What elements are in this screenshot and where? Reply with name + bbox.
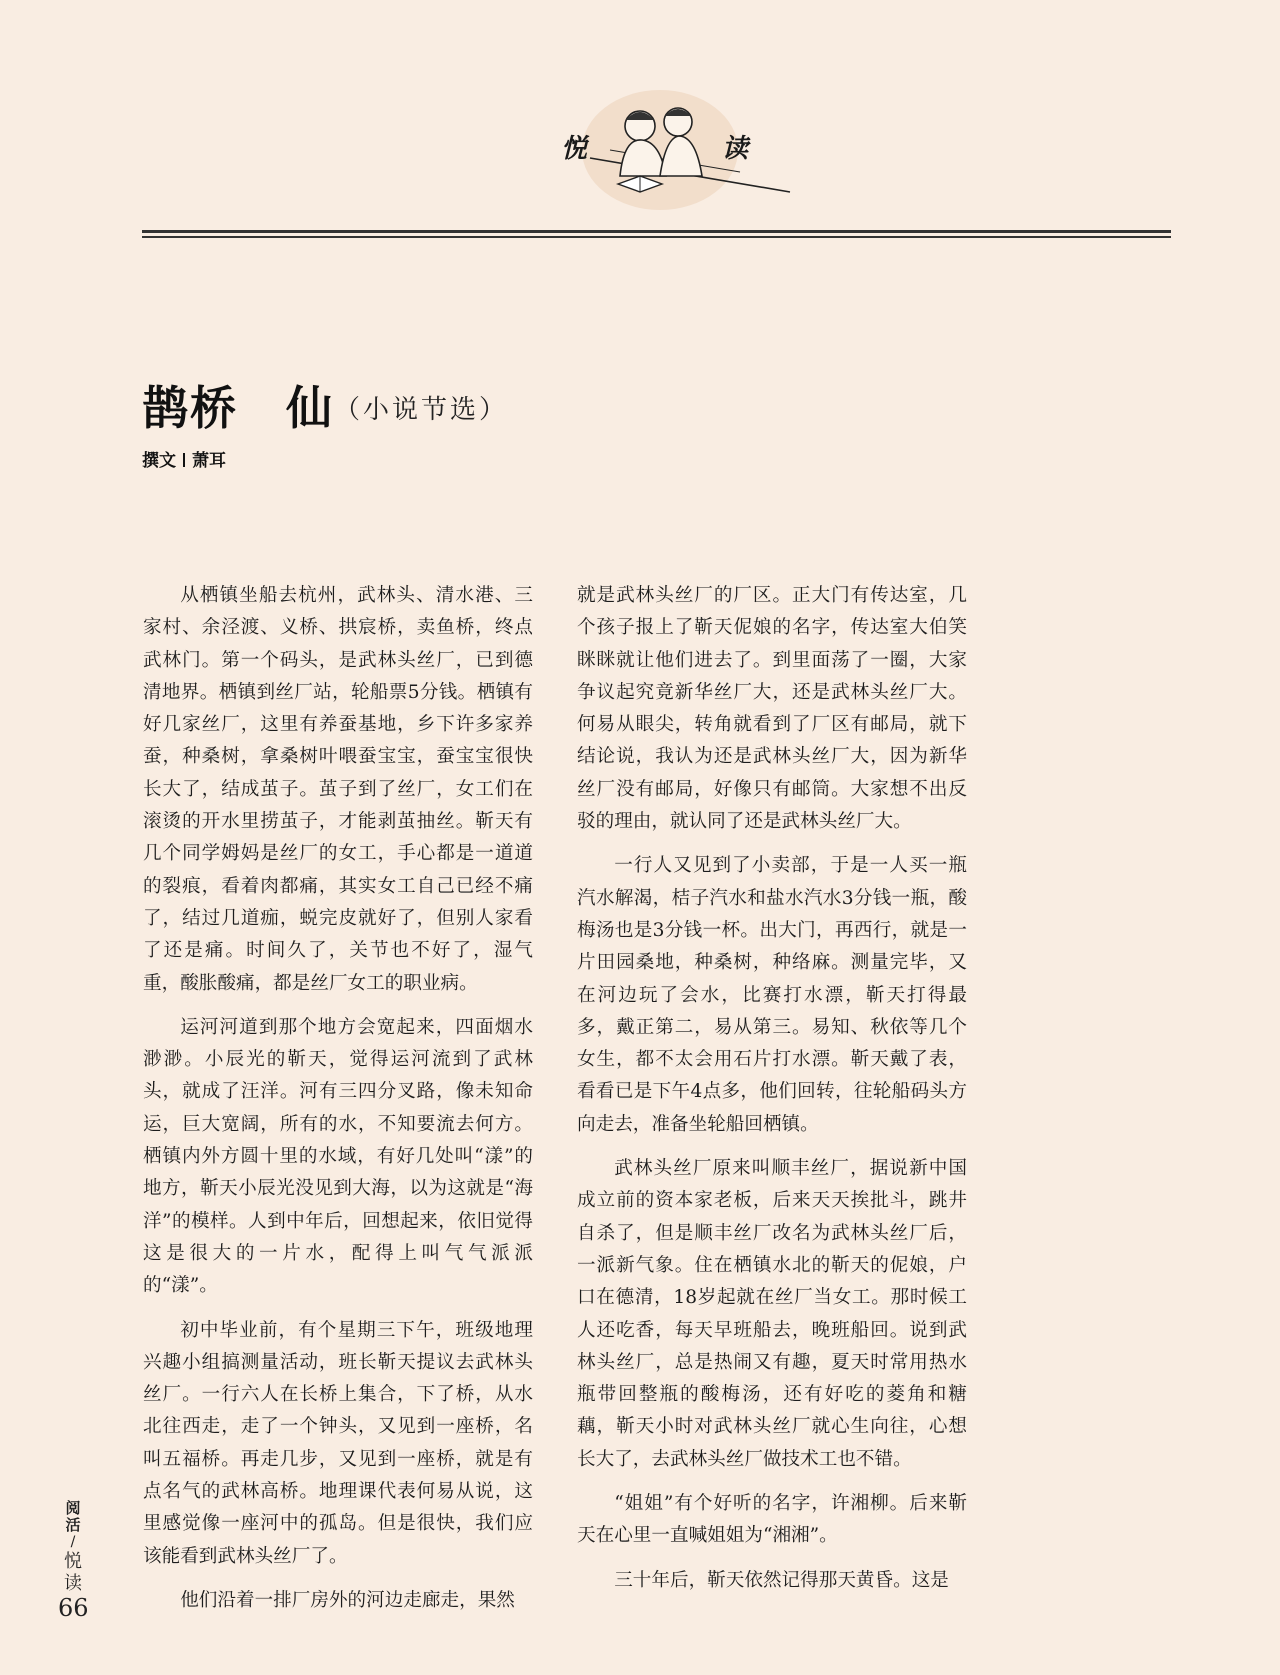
- article-subtitle: （小说节选）: [334, 395, 509, 425]
- header-rule-thin: [142, 236, 1171, 238]
- paragraph: 一行人又见到了小卖部，于是一人买一瓶汽水解渴，桔子汽水和盐水汽水3分钱一瓶，酸梅汤也是3分钱一杯。出大门，再西行，就是一片田园桑地，种桑树，种络麻。测量完毕，又在河边玩了会水，比赛打水漂，靳天打得最多，戴正第二，易从第三。易知、秋依等几个女生，都不太会用石片打水漂。靳天戴了表，看看已是下午4点多，他们回转，往轮船码头方向走去，准备坐轮船回栖镇。: [577, 855, 967, 1135]
- page-number: 66: [58, 1594, 89, 1622]
- masthead-right-char: 读: [722, 134, 749, 164]
- article-title: 鹊桥 仙: [142, 381, 334, 435]
- reading-children-illustration: [0, 0, 1280, 240]
- section-label-bottom-1: 悦: [64, 1551, 82, 1572]
- paragraph-continued: 就是武林头丝厂的厂区。正大门有传达室，几个孩子报上了靳天伲娘的名字，传达室大伯笑眯眯就让他们进去了。到里面荡了一圈，大家争议起究竟新华丝厂大，还是武林头丝厂大。何易从眼尖，转角就看到了厂区有邮局，就下结论说，我认为还是武林头丝厂大，因为新华丝厂没有邮局，好像只有邮筒。大家想不出反驳的理由，就认同了还是武林头丝厂大。: [577, 585, 967, 833]
- byline-separator: [183, 453, 185, 467]
- body-column-right: [577, 580, 967, 1609]
- paragraph: 他们沿着一排厂房外的河边走廊走，果然: [180, 1589, 515, 1611]
- section-label-slash: /: [70, 1534, 76, 1550]
- paragraph: “姐姐”有个好听的名字，许湘柳。后来靳天在心里一直喊姐姐为“湘湘”。: [577, 1493, 967, 1547]
- section-label: [61, 1500, 85, 1595]
- section-label-top: 阅: [65, 1499, 81, 1517]
- author-name: 萧耳: [192, 451, 226, 471]
- byline-label: 撰文: [142, 451, 176, 471]
- paragraph: 从栖镇坐船去杭州，武林头、清水港、三家村、余泾渡、义桥、拱宸桥，卖鱼桥，终点武林门。第一个码头，是武林头丝厂，已到德清地界。栖镇到丝厂站，轮船票5分钱。栖镇有好几家丝厂，这里有养蚕基地，乡下许多家养蚕，种桑树，拿桑树叶喂蚕宝宝，蚕宝宝很快长大了，结成茧子。茧子到了丝厂，女工们在滚烫的开水里捞茧子，才能剥茧抽丝。靳天有几个同学姆妈是丝厂的女工，手心都是一道道的裂痕，看着肉都痛，其实女工自己已经不痛了，结过几道痂，蜕完皮就好了，但别人家看了还是痛。时间久了，关节也不好了，湿气重，酸胀酸痛，都是丝厂女工的职业病。: [143, 585, 533, 994]
- article-title-block: [142, 372, 508, 438]
- masthead-left-char: 悦: [561, 134, 588, 164]
- byline: [142, 446, 226, 471]
- section-label-bottom-2: 读: [64, 1573, 82, 1594]
- masthead: [0, 0, 1280, 240]
- section-label-mid: 活: [65, 1516, 81, 1534]
- header-rule-thick: [142, 230, 1171, 233]
- body-column-left: [143, 580, 533, 1629]
- paragraph: 初中毕业前，有个星期三下午，班级地理兴趣小组搞测量活动，班长靳天提议去武林头丝厂。一行六人在长桥上集合，下了桥，从水北往西走，走了一个钟头，又见到一座桥，名叫五福桥。再走几步，又见到一座桥，就是有点名气的武林高桥。地理课代表何易从说，这里感觉像一座河中的孤岛。但是很快，我们应该能看到武林头丝厂了。: [143, 1319, 533, 1567]
- paragraph: 武林头丝厂原来叫顺丰丝厂，据说新中国成立前的资本家老板，后来天天挨批斗，跳井自杀了，但是顺丰丝厂改名为武林头丝厂后，一派新气象。住在栖镇水北的靳天的伲娘，户口在德清，18岁起就在丝厂当女工。那时候工人还吃香，每天早班船去，晚班船回。说到武林头丝厂，总是热闹又有趣，夏天时常用热水瓶带回整瓶的酸梅汤，还有好吃的菱角和糖藕，靳天小时对武林头丝厂就心生向往，心想长大了，去武林头丝厂做技术工也不错。: [577, 1158, 967, 1470]
- paragraph: 运河河道到那个地方会宽起来，四面烟水渺渺。小辰光的靳天，觉得运河流到了武林头，就成了汪洋。河有三四分叉路，像未知命运，巨大宽阔，所有的水，不知要流去何方。栖镇内外方圆十里的水域，有好几处叫“漾”的地方，靳天小辰光没见到大海，以为这就是“海洋”的模样。人到中年后，回想起来，依旧觉得这是很大的一片水，配得上叫气气派派的“漾”。: [143, 1016, 533, 1297]
- paragraph: 三十年后，靳天依然记得那天黄昏。这是: [614, 1569, 949, 1591]
